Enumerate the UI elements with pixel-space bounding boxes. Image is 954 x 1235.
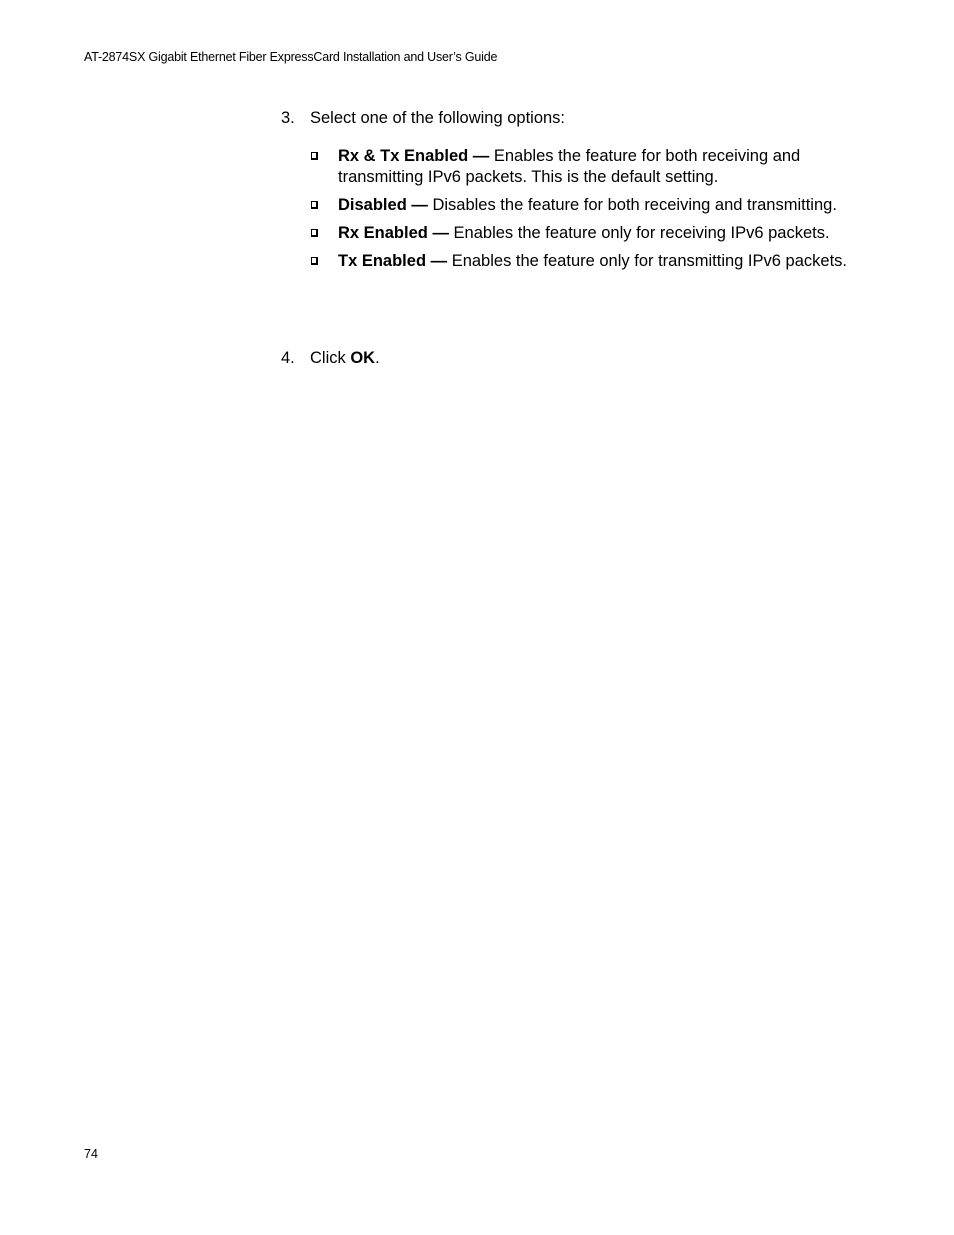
option-description: Enables the feature for both receiving and transmitting IPv6 packets. This is the default setting. <box>338 147 801 186</box>
step-text: Select one of the following options: <box>310 109 566 127</box>
page-number: 74 <box>84 1147 98 1161</box>
option-term: Disabled — <box>338 195 428 214</box>
option-rx-tx-enabled <box>310 146 850 187</box>
checkbox-bullet-icon <box>311 152 318 160</box>
step-text <box>310 348 380 368</box>
step-suffix: . <box>375 349 380 367</box>
checkbox-bullet-icon <box>311 229 318 237</box>
option-disabled <box>310 195 850 216</box>
option-term: Tx Enabled — <box>338 251 448 270</box>
running-header: AT-2874SX Gigabit Ethernet Fiber ExpressCard Installation and User’s Guide <box>84 50 498 64</box>
options-list <box>310 146 850 279</box>
step-number: 3. <box>281 109 295 127</box>
option-term: Rx & Tx Enabled — <box>338 147 490 165</box>
option-description: Enables the feature only for receiving IPv6 packets. <box>448 223 830 242</box>
checkbox-bullet-icon <box>311 201 318 209</box>
step-number: 4. <box>281 349 295 367</box>
option-rx-enabled <box>310 223 850 244</box>
option-description: Enables the feature only for transmitting IPv6 packets. <box>447 251 847 270</box>
option-description: Disables the feature for both receiving and transmitting. <box>427 195 837 214</box>
checkbox-bullet-icon <box>311 257 318 265</box>
ok-button-label: OK <box>350 349 376 367</box>
step-prefix: Click <box>310 349 351 367</box>
option-term: Rx Enabled — <box>338 223 449 242</box>
option-tx-enabled <box>310 251 850 272</box>
